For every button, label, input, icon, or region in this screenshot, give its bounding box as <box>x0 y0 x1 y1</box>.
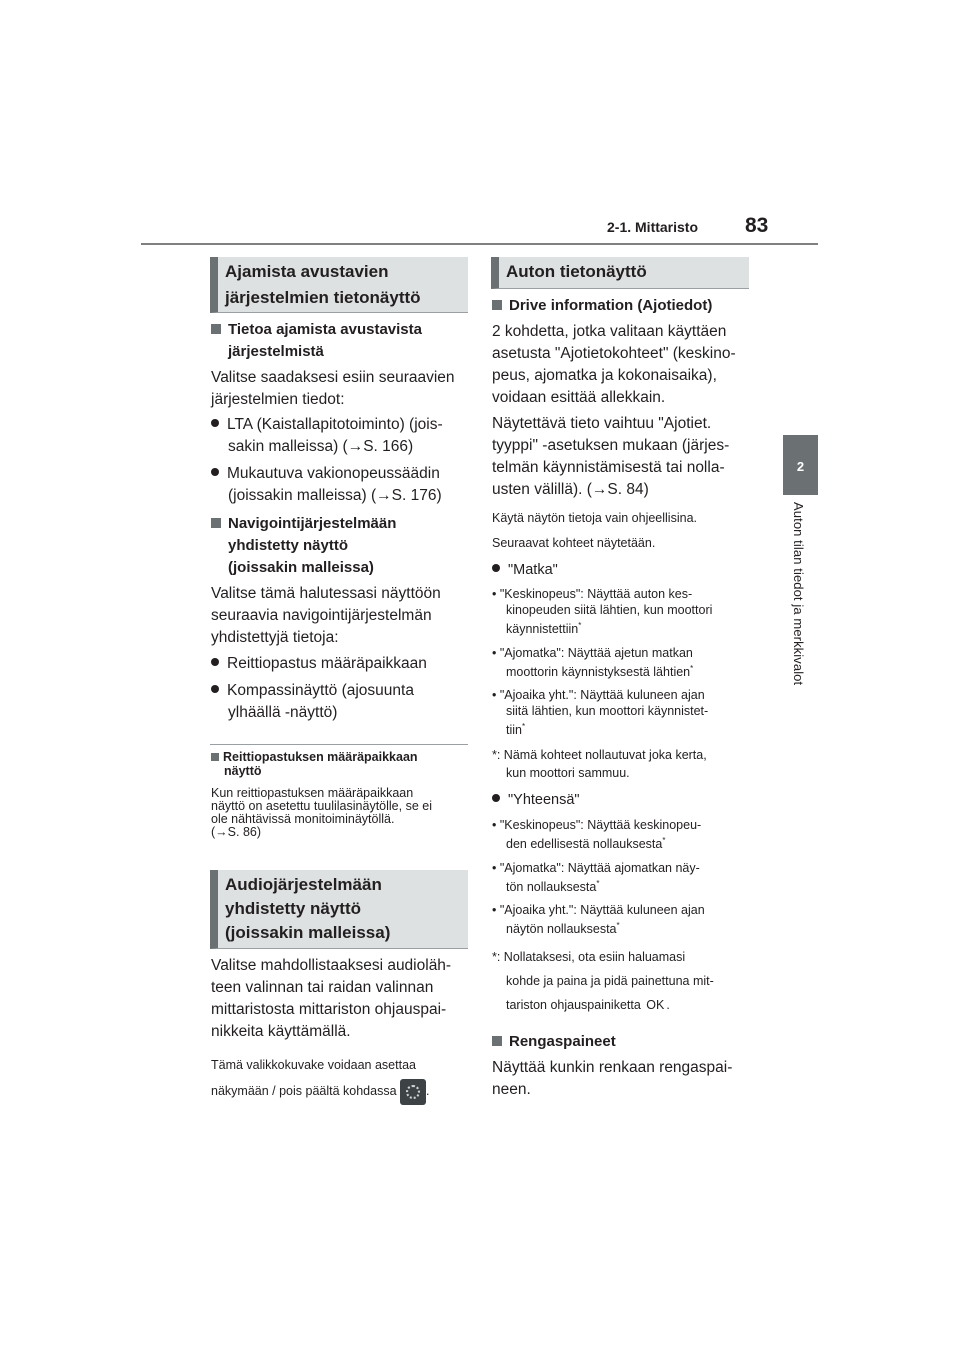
note-heading: Reittiopastuksen määräpaikkaan näyttö <box>211 750 418 778</box>
note-body: Kun reittiopastuksen määräpaikkaan näyttö on asetettu tuulilasinäytölle, se ei ole nähtävissä monitoiminäytöllä. (→S. 86) <box>211 786 432 839</box>
paragraph: Näytettävä tieto vaihtuu "Ajotiet. tyyppi" -asetuksen mukaan (järjes- telmän käynnistämisestä tai nolla- usten välillä). (→S. 84) <box>492 415 730 498</box>
heading-line: järjestelmien tietonäyttö <box>225 288 421 307</box>
paragraph: Näyttää kunkin renkaan rengaspai- neen. <box>492 1059 733 1098</box>
chapter-number: 2 <box>796 459 805 474</box>
paragraph: Valitse mahdollistaaksesi audioläh- teen valinnan tai raidan valinnan mittaristosta mittariston ohjauspai- nikkeita käyttämällä. <box>211 957 452 1040</box>
heading-driving-assist <box>210 257 468 313</box>
bullet-dot-icon <box>211 658 219 666</box>
subheading-drive-info: Drive information (Ajotiedot) <box>492 295 712 317</box>
list-item: • "Keskinopeus": Näyttää keskinopeu- den edellisestä nollauksesta* <box>492 818 702 852</box>
bullet-trip: "Matka" <box>492 559 558 581</box>
list-item: • "Ajomatka": Näyttää ajomatkan näy- tön nollauksesta* <box>492 861 700 895</box>
section-title: 2-1. Mittaristo <box>607 219 699 235</box>
bullet-compass: Kompassinäyttö (ajosuunta ylhäällä -näyttö) <box>211 680 414 724</box>
bullet-dot-icon <box>492 564 500 572</box>
heading-audio <box>210 870 468 949</box>
footnote: *: Nollataksesi, ota esiin haluamasi kohde ja paina ja pidä painettuna mit- tariston ohjauspainiketta OK . <box>492 945 714 1017</box>
subheading-tire-pressure: Rengaspaineet <box>492 1031 616 1053</box>
bullet-dot-icon <box>211 685 219 693</box>
square-bullet-icon <box>211 753 219 761</box>
heading-line: Audiojärjestelmään <box>225 875 382 894</box>
settings-gear-icon <box>400 1079 426 1105</box>
heading-vehicle-info <box>491 257 749 289</box>
list-item: • "Ajoaika yht.": Näyttää kuluneen ajan siitä lähtien, kun moottori käynnistet- tiin* <box>492 688 709 738</box>
chapter-tab <box>783 435 818 495</box>
bullet-lta: LTA (Kaistallapitotoiminto) (jois- sakin malleissa) (→S. 166) <box>211 414 443 458</box>
paragraph: Valitse saadaksesi esiin seuraavien järjestelmien tiedot: <box>211 369 455 408</box>
bullet-route: Reittiopastus määräpaikkaan <box>211 653 427 675</box>
paragraph: Valitse tämä halutessasi näyttöön seuraavia navigointijärjestelmän yhdistettyjä tietoja: <box>211 585 441 646</box>
list-item: • "Ajomatka": Näyttää ajetun matkan moottorin käynnistyksestä lähtien* <box>492 646 694 680</box>
square-bullet-icon <box>492 300 502 310</box>
paragraph-small: Tämä valikkokuvake voidaan asettaa näkymään / pois päältä kohdassa . <box>211 1052 430 1105</box>
bullet-dot-icon <box>211 468 219 476</box>
heading-line: yhdistetty näyttö <box>225 899 362 918</box>
square-bullet-icon <box>211 324 221 334</box>
header-rule <box>141 243 818 245</box>
bullet-dot-icon <box>492 794 500 802</box>
chapter-label: Auton tilan tiedot ja merkkivalot <box>791 502 806 686</box>
note-text: Seuraavat kohteet näytetään. <box>492 536 656 550</box>
heading-line: (joissakin malleissa) <box>225 923 391 942</box>
subheading-assist-info: Tietoa ajamista avustavista järjestelmistä <box>211 319 422 363</box>
page-number: 83 <box>745 214 769 237</box>
heading-line: Ajamista avustavien <box>225 262 389 281</box>
list-item: • "Keskinopeus": Näyttää auton kes- kinopeuden siitä lähtien, kun moottori käynnistettiin* <box>492 587 713 637</box>
square-bullet-icon <box>211 518 221 528</box>
square-bullet-icon <box>492 1036 502 1046</box>
list-item: • "Ajoaika yht.": Näyttää kuluneen ajan näytön nollauksesta* <box>492 903 705 937</box>
bullet-dot-icon <box>211 419 219 427</box>
heading-line: Auton tietonäyttö <box>506 262 647 281</box>
bullet-acc: Mukautuva vakionopeussäädin (joissakin malleissa) (→S. 176) <box>211 463 442 507</box>
paragraph: 2 kohdetta, jotka valitaan käyttäen asetusta "Ajotietokohteet" (keskino- peus, ajomatka ja kokonaisaika), voidaan esittää allekkain. <box>492 323 736 406</box>
bullet-total: "Yhteensä" <box>492 789 580 811</box>
subheading-navigation: Navigointijärjestelmään yhdistetty näyttö (joissakin malleissa) <box>211 513 396 579</box>
note-rule <box>210 744 468 745</box>
ok-button-icon: OK <box>646 998 665 1012</box>
footnote: *: Nämä kohteet nollautuvat joka kerta, kun moottori sammuu. <box>492 748 707 780</box>
note-text: Käytä näytön tietoja vain ohjeellisina. <box>492 511 697 525</box>
